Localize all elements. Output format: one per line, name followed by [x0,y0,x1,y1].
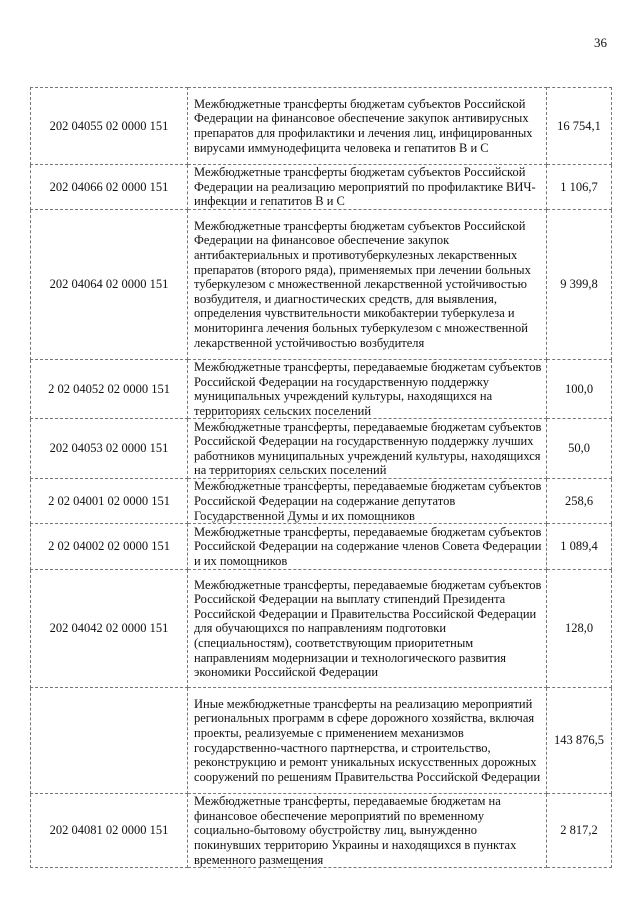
table-row [31,688,612,794]
table-row [31,570,612,688]
transfers-table [30,87,612,868]
budget-code-cell: 202 04066 02 0000 151 [31,165,188,210]
budget-code-cell: 2 02 04052 02 0000 151 [31,360,188,419]
table-row [31,794,612,868]
amount-cell: 100,0 [547,360,612,419]
table-row [31,88,612,165]
description-cell: Иные межбюджетные трансферты на реализацию мероприятий региональных программ в сфере дорожного хозяйства, включая проекты, реализуемые с применением механизмов государственно-частного партнерства, и строительство, реконструкцию и ремонт уникальных искусственных дорожных сооружений по решениям Правительства Российской Федерации [188,688,547,794]
amount-cell: 16 754,1 [547,88,612,165]
description-cell: Межбюджетные трансферты, передаваемые бюджетам субъектов Российской Федерации на государственную поддержку лучших работников муниципальных учреждений культуры, находящихся на территориях сельских поселений [188,419,547,479]
budget-code-cell: 2 02 04001 02 0000 151 [31,479,188,524]
budget-code-cell: 202 04042 02 0000 151 [31,570,188,688]
amount-cell: 143 876,5 [547,688,612,794]
amount-cell: 258,6 [547,479,612,524]
description-cell: Межбюджетные трансферты, передаваемые бюджетам субъектов Российской Федерации на выплату стипендий Президента Российской Федерации и Правительства Российской Федерации для обучающихся по направлениям подготовки (специальностям), соответствующим приоритетным направлениям модернизации и технологического развития экономики Российской Федерации [188,570,547,688]
description-cell: Межбюджетные трансферты, передаваемые бюджетам субъектов Российской Федерации на содержание депутатов Государственной Думы и их помощников [188,479,547,524]
description-cell: Межбюджетные трансферты, передаваемые бюджетам субъектов Российской Федерации на содержание членов Совета Федерации и их помощников [188,524,547,570]
amount-cell: 2 817,2 [547,794,612,868]
description-cell: Межбюджетные трансферты, передаваемые бюджетам на финансовое обеспечение мероприятий по временному социально-бытовому обустройству лиц, вынужденно покинувших территорию Украины и находящихся в пунктах временного размещения [188,794,547,868]
table-row [31,165,612,210]
amount-cell: 128,0 [547,570,612,688]
budget-code-cell [31,688,188,794]
amount-cell: 1 106,7 [547,165,612,210]
budget-code-cell: 202 04053 02 0000 151 [31,419,188,479]
page-number: 36 [594,35,607,50]
table-row [31,210,612,360]
table-row [31,524,612,570]
description-cell: Межбюджетные трансферты бюджетам субъектов Российской Федерации на реализацию мероприятий по профилактике ВИЧ-инфекции и гепатитов В и С [188,165,547,210]
budget-code-cell: 202 04081 02 0000 151 [31,794,188,868]
budget-code-cell: 202 04064 02 0000 151 [31,210,188,360]
description-cell: Межбюджетные трансферты бюджетам субъектов Российской Федерации на финансовое обеспечение закупок антибактериальных и противотуберкулезных лекарственных препаратов (второго ряда), применяемых при лечении больных туберкулезом с множественной лекарственной устойчивостью возбудителя, и диагностических средств, для выявления, определения чувствительности микобактерии туберкулеза и мониторинга лечения больных туберкулезом с множественной лекарственной устойчивостью возбудителя [188,210,547,360]
budget-code-cell: 2 02 04002 02 0000 151 [31,524,188,570]
table-row [31,479,612,524]
budget-code-cell: 202 04055 02 0000 151 [31,88,188,165]
amount-cell: 1 089,4 [547,524,612,570]
table-row [31,360,612,419]
amount-cell: 50,0 [547,419,612,479]
description-cell: Межбюджетные трансферты, передаваемые бюджетам субъектов Российской Федерации на государственную поддержку муниципальных учреждений культуры, находящихся на территориях сельских поселений [188,360,547,419]
description-cell: Межбюджетные трансферты бюджетам субъектов Российской Федерации на финансовое обеспечение закупок антивирусных препаратов для профилактики и лечения лиц, инфицированных вирусами иммунодефицита человека и гепатитов В и С [188,88,547,165]
table-row [31,419,612,479]
amount-cell: 9 399,8 [547,210,612,360]
